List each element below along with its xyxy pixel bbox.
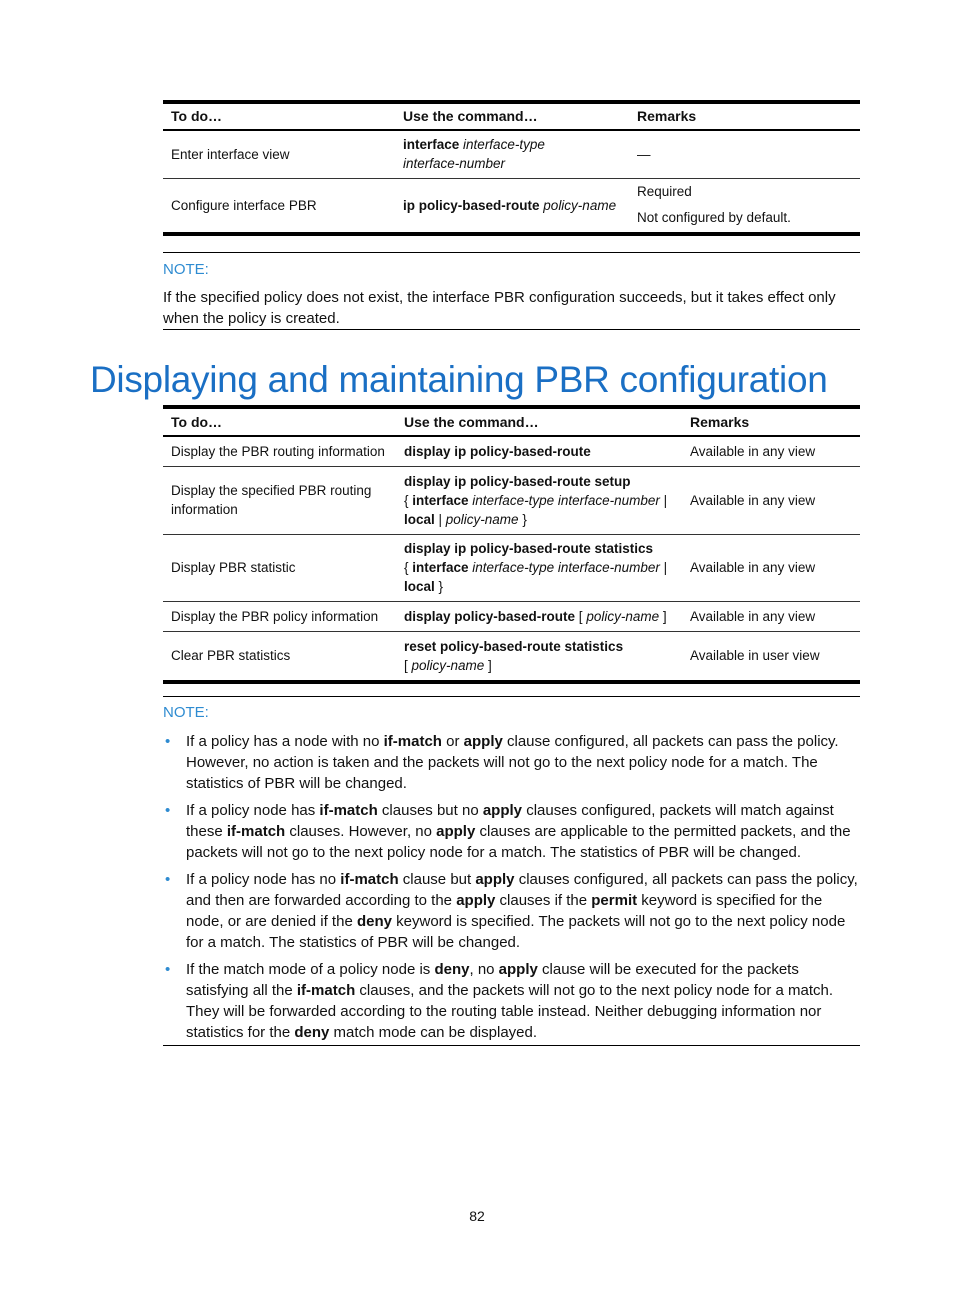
remarks-cell: Available in any view — [690, 608, 816, 624]
keyword: if-match — [296, 982, 356, 999]
table-row — [163, 601, 860, 631]
command-argument: interface-type — [463, 137, 545, 153]
command-keyword: reset policy-based-route statistics — [404, 638, 624, 654]
todo-cell: Configure interface PBR — [171, 197, 317, 213]
todo-cell: Display the specified PBR routing information — [171, 483, 372, 517]
command-keyword: display policy-based-route — [404, 608, 576, 624]
keyword: deny — [294, 1024, 330, 1041]
command-keyword: display ip policy-based-route — [404, 443, 591, 459]
note1-label: NOTE: — [163, 261, 209, 278]
command-cell — [395, 178, 629, 234]
note1-top-rule — [163, 252, 860, 253]
table1-header-row — [163, 104, 860, 130]
command-syntax: [ — [575, 608, 587, 624]
remarks-line: Required — [637, 184, 692, 200]
command-argument: interface-number — [403, 156, 506, 172]
keyword: apply — [482, 802, 523, 819]
command-syntax: [ — [404, 657, 412, 673]
note2-label: NOTE: — [163, 704, 209, 721]
remarks-line: Not configured by default. — [637, 210, 791, 226]
table2-header-todo: To do… — [171, 413, 223, 430]
table2-header-row — [163, 409, 860, 436]
table2-header-remarks: Remarks — [690, 413, 750, 430]
command-syntax: ] — [484, 657, 492, 673]
command-syntax: | — [659, 492, 668, 508]
command-syntax: { — [404, 492, 413, 508]
table1-header-remarks: Remarks — [637, 108, 697, 124]
command-keyword: ip policy-based-route — [403, 197, 540, 213]
table-row — [163, 534, 860, 601]
table-row — [163, 466, 860, 534]
bullet-icon: • — [165, 961, 171, 978]
bullet-icon: • — [165, 802, 171, 819]
note2-bullet-list — [163, 731, 863, 1049]
list-item: • If the match mode of a policy node is deny, no apply clause will be executed for the packets satisfying all the if-match clauses, and the packets will not go to the next policy node for a match. They will be forwarded according to the routing table instead. Neither debugging information nor statistics for the deny match mode can be displayed. — [165, 961, 834, 1041]
command-cell — [396, 436, 682, 466]
note1-bottom-rule — [163, 329, 860, 330]
note2-bottom-rule — [163, 1045, 860, 1046]
remarks-cell: Available in any view — [690, 492, 816, 508]
keyword: if-match — [226, 823, 286, 840]
command-cell — [396, 466, 682, 534]
table-row — [163, 436, 860, 466]
table-row — [163, 178, 860, 234]
command-cell — [396, 601, 682, 631]
table1-header-todo: To do… — [171, 108, 223, 124]
command-keyword: display ip policy-based-route statistics — [404, 541, 654, 556]
remarks-cell: Available in user view — [690, 648, 820, 664]
command-syntax: ] — [659, 608, 667, 624]
list-item: • If a policy has a node with no if-match or apply clause configured, all packets can pass the policy. However, no action is taken and the packets will not go to the next policy node for a match. The statistics of PBR will be changed. — [165, 733, 839, 792]
command-syntax: { — [404, 560, 413, 575]
keyword: if-match — [319, 802, 378, 819]
command-cell — [396, 534, 682, 601]
list-item: • If a policy node has if-match clauses but no apply clauses configured, packets will match against these if-match clauses. However, no apply clauses are applicable to the permitted packets, and the packets will not go to the next policy node for a match. The statistics of PBR will be changed. — [165, 802, 851, 861]
table-row — [163, 631, 860, 682]
bullet-icon: • — [165, 871, 171, 888]
command-keyword: interface — [412, 492, 469, 508]
keyword: deny — [434, 961, 470, 978]
page-number: 82 — [469, 1208, 485, 1224]
list-item: • If a policy node has no if-match clause but apply clauses configured, all packets can pass the policy, and then are forwarded according to the apply clauses if the permit keyword is specified for the node, or are denied if the deny keyword is specified. The packets will not go to the next policy node for a match. The statistics of PBR will be changed. — [165, 871, 858, 951]
command-argument: policy-name — [445, 511, 519, 527]
keyword: apply — [436, 823, 476, 840]
table1 — [163, 104, 860, 236]
command-keyword: interface — [403, 137, 460, 153]
command-argument: interface-type interface-number — [468, 560, 660, 575]
table1-header-command: Use the command… — [403, 108, 538, 124]
note2-top-rule — [163, 696, 860, 697]
todo-cell: Display PBR statistic — [171, 560, 296, 575]
remarks-cell: Available in any view — [690, 560, 816, 575]
command-cell — [395, 130, 629, 178]
remarks-cell: — — [637, 146, 651, 162]
keyword: apply — [463, 733, 503, 750]
keyword: apply — [498, 961, 538, 978]
keyword: apply — [475, 871, 515, 888]
command-syntax: | — [659, 560, 668, 575]
todo-cell: Display the PBR routing information — [171, 443, 385, 459]
command-syntax: } — [434, 579, 444, 594]
keyword: if-match — [383, 733, 442, 750]
command-argument: interface-type interface-number — [468, 492, 660, 508]
command-keyword: display ip policy-based-route setup — [404, 473, 631, 489]
keyword: if-match — [340, 871, 399, 888]
todo-cell: Enter interface view — [171, 146, 290, 162]
table2-header-command: Use the command… — [404, 413, 539, 430]
section-title: Displaying and maintaining PBR configuration — [90, 359, 828, 400]
command-syntax: } — [518, 511, 527, 527]
command-keyword: local — [404, 579, 435, 594]
remarks-cell: Available in any view — [690, 443, 816, 459]
command-syntax: | — [434, 511, 446, 527]
table2 — [163, 409, 860, 684]
todo-cell: Clear PBR statistics — [171, 648, 291, 664]
keyword: deny — [356, 913, 392, 930]
command-keyword: interface — [412, 560, 469, 575]
note1-text: If the specified policy does not exist, the interface PBR configuration succeeds, but it takes effect only when the policy is created. — [163, 289, 836, 327]
command-cell — [396, 631, 682, 682]
keyword: permit — [591, 892, 638, 909]
table-row — [163, 130, 860, 178]
command-argument: policy-name — [543, 197, 617, 213]
keyword: apply — [456, 892, 496, 909]
command-keyword: local — [404, 511, 435, 527]
bullet-icon: • — [165, 733, 171, 750]
command-argument: policy-name — [411, 657, 485, 673]
command-argument: policy-name — [586, 608, 660, 624]
remarks-cell — [629, 178, 860, 234]
todo-cell: Display the PBR policy information — [171, 608, 379, 624]
